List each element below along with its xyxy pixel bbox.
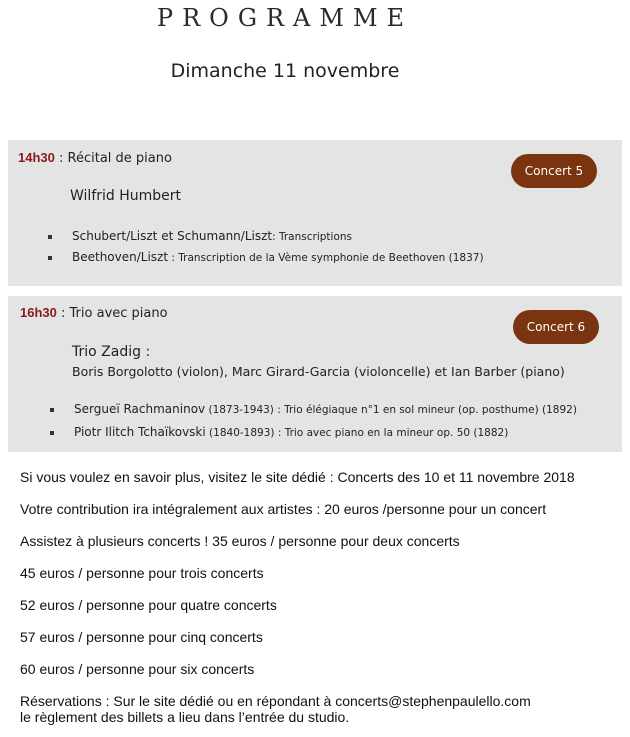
- concert-time: 14h30: [18, 150, 55, 165]
- info-price-three: 45 euros / personne pour trois concerts: [20, 565, 264, 581]
- concert-name: Trio avec piano: [69, 306, 168, 321]
- work-title: : Trio avec piano en la mineur op. 50 (1882): [274, 427, 509, 439]
- info-price-five: 57 euros / personne pour cinq concerts: [20, 629, 263, 645]
- ensemble-members: Boris Borgolotto (violon), Marc Girard-Garcia (violoncelle) et Ian Barber (piano): [72, 364, 565, 379]
- work-item: [72, 250, 484, 264]
- work-composer: Schubert/Liszt et Schumann/Liszt: [72, 229, 273, 243]
- page-title: PROGRAMME: [156, 4, 414, 32]
- work-years: (1873-1943): [205, 404, 274, 416]
- concert-6-button[interactable]: Concert 6: [513, 310, 599, 344]
- page-date: Dimanche 11 novembre: [170, 60, 400, 82]
- info-price-six: 60 euros / personne pour six concerts: [20, 661, 255, 677]
- bullet-marker: [50, 431, 54, 435]
- work-years: (1840-1893): [205, 427, 275, 439]
- info-price-two: Assistez à plusieurs concerts ! 35 euros / personne pour deux concerts: [20, 533, 460, 549]
- concert-panel-6: [8, 296, 622, 452]
- concert-time: 16h30: [20, 305, 57, 320]
- work-composer: Piotr Ilitch Tchaïkovski: [74, 425, 206, 439]
- info-contribution-line: Votre contribution ira intégralement aux artistes : 20 euros /personne pour un concert: [20, 501, 547, 517]
- concert-time-row: [20, 305, 168, 321]
- work-item: [74, 425, 508, 439]
- work-title: : Transcription de la Vème symphonie de Beethoven (1837): [168, 252, 484, 264]
- time-separator: :: [56, 306, 70, 321]
- work-composer: Beethoven/Liszt: [72, 250, 169, 264]
- work-title: : Trio élégiaque n°1 en sol mineur (op. posthume) (1892): [273, 404, 577, 416]
- concert-panel-5: [8, 140, 622, 286]
- info-ticket-payment: le règlement des billets a lieu dans l’entrée du studio.: [20, 709, 350, 725]
- bullet-marker: [48, 235, 52, 239]
- bullet-marker: [50, 408, 54, 412]
- concert-name: Récital de piano: [67, 151, 172, 166]
- performer-name: Wilfrid Humbert: [70, 188, 182, 204]
- concert-time-row: [18, 150, 172, 166]
- bullet-marker: [48, 256, 52, 260]
- work-item: [74, 402, 577, 416]
- info-more-line: Si vous voulez en savoir plus, visitez le site dédié : Concerts des 10 et 11 novembre 2018: [20, 469, 575, 485]
- work-composer: Sergueï Rachmaninov: [74, 402, 206, 416]
- info-reservations: Réservations : Sur le site dédié ou en répondant à concerts@stephenpaulello.com: [20, 693, 531, 709]
- work-title: : Transcriptions: [272, 231, 352, 243]
- ensemble-name: Trio Zadig :: [72, 344, 151, 360]
- time-separator: :: [54, 151, 68, 166]
- work-item: [72, 229, 352, 243]
- concert-5-button[interactable]: Concert 5: [511, 154, 597, 188]
- info-price-four: 52 euros / personne pour quatre concerts: [20, 597, 277, 613]
